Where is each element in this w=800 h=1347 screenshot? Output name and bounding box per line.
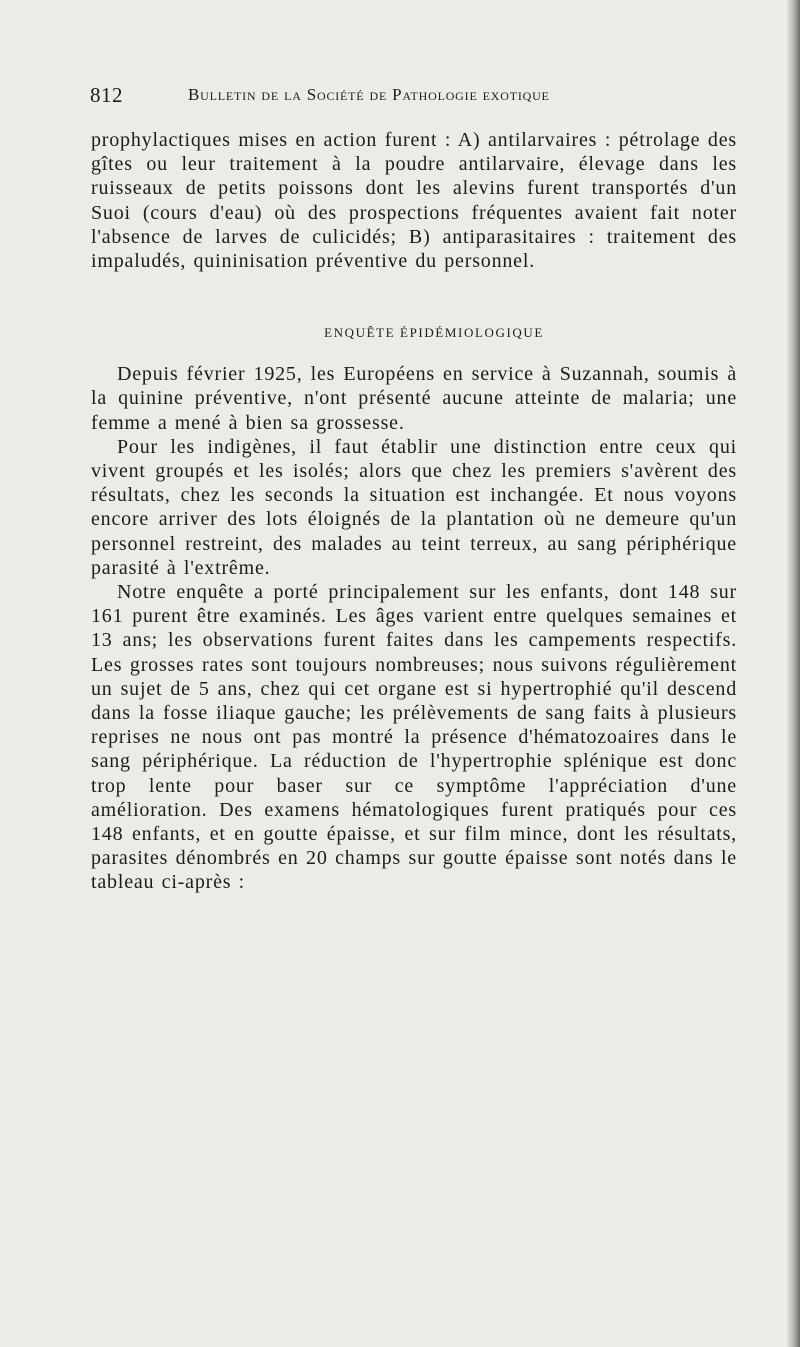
running-header <box>90 83 730 113</box>
running-title: Bulletin de la Société de Pathologie exotique <box>188 85 550 104</box>
paragraph-europeans: Depuis février 1925, les Européens en service à Suzannah, soumis à la quinine préventive, n'ont présenté aucune atteinte de malaria; une femme a mené à bien sa grossesse. <box>91 363 737 434</box>
paragraph-indigenes: Pour les indigènes, il faut établir une distinction entre ceux qui vivent groupés et les isolés; alors que chez les premiers s'avèrent des résultats, chez les seconds la situation est inchangée. Et nous voyons encore arriver des lots éloignés de la plantation où ne demeure qu'un personnel restreint, des malades au teint terreux, au sang périphérique parasité à l'extrême. <box>91 435 737 579</box>
page-body <box>91 128 737 895</box>
page-edge-shadow <box>786 0 800 1347</box>
page-number: 812 <box>90 83 123 107</box>
section-heading: ENQUÊTE ÉPIDÉMIOLOGIQUE <box>324 325 544 341</box>
paragraph-children-survey: Notre enquête a porté principalement sur les enfants, dont 148 sur 161 purent être examinés. Les âges varient entre quelques semaines et 13 ans; les observations furent faites dans les campements respectifs. Les grosses rates sont toujours nombreuses; nous suivons régulièrement un sujet de 5 ans, chez qui cet organe est si hypertrophié qu'il descend dans la fosse iliaque gauche; les prélèvements de sang faits à plusieurs reprises ne nous ont pas montré la présence d'hématozoaires dans le sang périphérique. La réduction de l'hypertrophie splénique est donc trop lente pour baser sur ce symptôme l'appréciation d'une amélioration. Des examens hématologiques furent pratiqués pour ces 148 enfants, et en goutte épaisse, et sur film mince, dont les résultats, parasites dénombrés en 20 champs sur goutte épaisse sont notés dans le tableau ci-après : <box>91 581 737 894</box>
intro-paragraph: prophylactiques mises en action furent : A) antilarvaires : pétrolage des gîtes ou leur traitement à la poudre antilarvaire, élevage dans les ruisseaux de petits poissons dont les alevins furent transportés d'un Suoi (cours d'eau) où des prospections fréquentes avaient fait noter l'absence de larves de culicidés; B) antiparasitaires : traitement des impaludés, quininisation préventive du personnel. <box>91 129 737 273</box>
